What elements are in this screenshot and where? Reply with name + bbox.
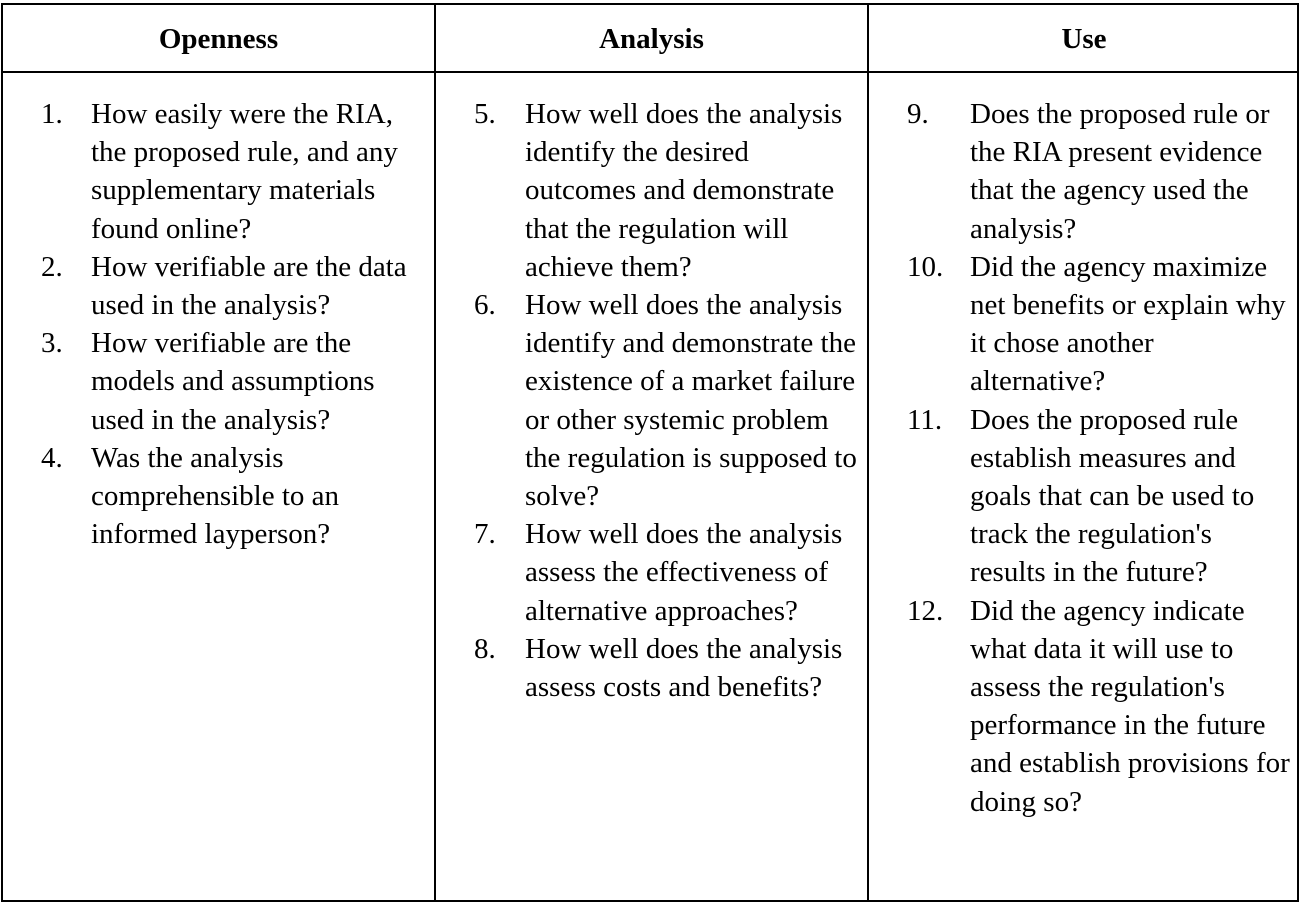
item-number: 6. bbox=[474, 289, 496, 322]
item-number: 2. bbox=[41, 250, 63, 283]
criteria-table bbox=[1, 3, 1299, 902]
header-use: Use bbox=[1061, 23, 1107, 55]
item-text: How well does the analysis assess costs and benefits? bbox=[525, 632, 843, 704]
header-analysis: Analysis bbox=[599, 23, 704, 55]
list-item bbox=[907, 248, 1293, 401]
item-text: How well does the analysis identify and demonstrate the existence of a market failure or other systemic problem the regulation is supposed to solve? bbox=[525, 289, 857, 513]
item-number: 10. bbox=[907, 250, 944, 283]
list-item bbox=[474, 95, 862, 286]
list-item bbox=[907, 95, 1293, 248]
list-item bbox=[41, 439, 431, 554]
item-text: How verifiable are the models and assumptions used in the analysis? bbox=[91, 327, 375, 436]
list-item bbox=[907, 592, 1293, 821]
header-openness: Openness bbox=[158, 23, 279, 55]
item-text: How well does the analysis assess the effectiveness of alternative approaches? bbox=[525, 518, 843, 627]
item-number: 5. bbox=[474, 98, 496, 130]
item-number: 12. bbox=[907, 594, 944, 627]
item-number: 11. bbox=[907, 403, 943, 436]
openness-column bbox=[41, 95, 431, 553]
item-number: 4. bbox=[41, 441, 63, 474]
analysis-column bbox=[474, 95, 862, 706]
list-item bbox=[41, 324, 431, 439]
item-text: How easily were the RIA, the proposed rule, and any supplementary materials found online? bbox=[91, 98, 398, 245]
list-item bbox=[41, 248, 431, 324]
list-item bbox=[474, 630, 862, 706]
item-number: 7. bbox=[474, 518, 496, 551]
item-text: Was the analysis comprehensible to an informed layperson? bbox=[91, 441, 340, 551]
item-number: 3. bbox=[41, 327, 63, 360]
item-number: 8. bbox=[474, 632, 496, 665]
item-text: How well does the analysis identify the desired outcomes and demonstrate that the regulation will achieve them? bbox=[525, 98, 843, 283]
item-text: Does the proposed rule establish measures and goals that can be used to track the regulation's results in the future? bbox=[970, 403, 1255, 589]
list-item bbox=[474, 515, 862, 630]
item-number: 9. bbox=[907, 98, 929, 130]
item-number: 1. bbox=[41, 98, 63, 130]
list-item bbox=[474, 286, 862, 515]
list-item bbox=[907, 401, 1293, 592]
column-divider bbox=[867, 5, 869, 900]
item-text: Did the agency indicate what data it will use to assess the regulation's performance in the future and establish provisions for doing so? bbox=[970, 594, 1290, 818]
list-item bbox=[41, 95, 431, 248]
item-text: Does the proposed rule or the RIA present evidence that the agency used the analysis? bbox=[970, 98, 1270, 245]
item-text: How verifiable are the data used in the analysis? bbox=[91, 250, 407, 322]
column-divider bbox=[434, 5, 436, 900]
item-text: Did the agency maximize net benefits or explain why it chose another alternative? bbox=[970, 250, 1286, 398]
use-column bbox=[907, 95, 1293, 821]
